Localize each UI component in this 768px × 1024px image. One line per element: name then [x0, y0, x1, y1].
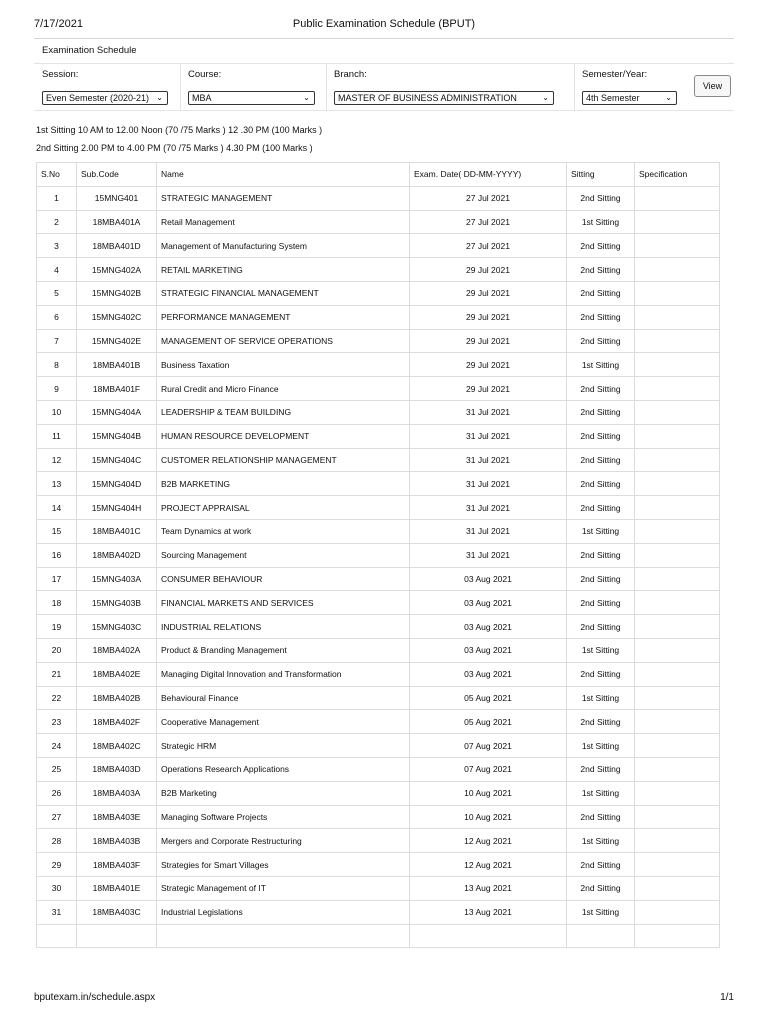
panel-column-divider [180, 63, 181, 110]
sitting-cell: 2nd Sitting [567, 400, 635, 424]
specification-cell [635, 448, 720, 472]
subject-code-cell: 15MNG404B [77, 424, 157, 448]
sitting-cell: 2nd Sitting [567, 424, 635, 448]
chevron-down-icon: ⌄ [542, 93, 549, 102]
table-header-row [37, 163, 720, 187]
sitting-cell: 1st Sitting [567, 210, 635, 234]
specification-cell [635, 353, 720, 377]
exam-date-cell: 27 Jul 2021 [410, 210, 567, 234]
specification-cell [635, 710, 720, 734]
specification-cell [635, 829, 720, 853]
specification-cell [635, 472, 720, 496]
sitting-cell: 1st Sitting [567, 519, 635, 543]
specification-cell [635, 234, 720, 258]
sitting-cell: 2nd Sitting [567, 329, 635, 353]
semester-label: Semester/Year: [582, 69, 648, 80]
sitting-cell: 1st Sitting [567, 638, 635, 662]
table-row [37, 519, 720, 543]
specification-cell [635, 734, 720, 758]
column-header: Sub.Code [77, 163, 157, 187]
subject-name-cell: Retail Management [157, 210, 410, 234]
exam-date-cell: 03 Aug 2021 [410, 638, 567, 662]
sitting-cell: 2nd Sitting [567, 615, 635, 639]
subject-name-cell: Strategic HRM [157, 734, 410, 758]
view-button[interactable]: View [694, 75, 731, 97]
table-row [37, 638, 720, 662]
table-row [37, 805, 720, 829]
subject-name-cell: Management of Manufacturing System [157, 234, 410, 258]
subject-code-cell: 15MNG404C [77, 448, 157, 472]
specification-cell [635, 591, 720, 615]
sitting-info-1: 1st Sitting 10 AM to 12.00 Noon (70 /75 Marks ) 12 .30 PM (100 Marks ) [36, 125, 323, 135]
specification-cell [635, 757, 720, 781]
subject-name-cell: Operations Research Applications [157, 757, 410, 781]
sitting-cell: 1st Sitting [567, 734, 635, 758]
specification-cell [635, 686, 720, 710]
serial-number-cell: 4 [37, 258, 77, 282]
exam-date-cell: 31 Jul 2021 [410, 448, 567, 472]
exam-date-cell: 29 Jul 2021 [410, 305, 567, 329]
sitting-cell: 2nd Sitting [567, 662, 635, 686]
exam-date-cell: 29 Jul 2021 [410, 258, 567, 282]
exam-date-cell: 12 Aug 2021 [410, 829, 567, 853]
sitting-cell: 1st Sitting [567, 686, 635, 710]
table-row [37, 210, 720, 234]
subject-code-cell: 18MBA401F [77, 377, 157, 401]
subject-name-cell: Sourcing Management [157, 543, 410, 567]
subject-name-cell: PROJECT APPRAISAL [157, 496, 410, 520]
specification-cell [635, 496, 720, 520]
specification-cell [635, 543, 720, 567]
sitting-cell: 2nd Sitting [567, 496, 635, 520]
subject-name-cell: Managing Software Projects [157, 805, 410, 829]
sitting-cell: 2nd Sitting [567, 234, 635, 258]
subject-name-cell: LEADERSHIP & TEAM BUILDING [157, 400, 410, 424]
subject-code-cell: 18MBA401D [77, 234, 157, 258]
serial-number-cell: 10 [37, 400, 77, 424]
table-row [37, 591, 720, 615]
table-row [37, 377, 720, 401]
subject-code-cell: 18MBA403A [77, 781, 157, 805]
serial-number-cell: 1 [37, 186, 77, 210]
subject-name-cell: Cooperative Management [157, 710, 410, 734]
course-value: MBA [192, 93, 212, 103]
serial-number-cell: 5 [37, 281, 77, 305]
column-header: Specification [635, 163, 720, 187]
table-row [37, 258, 720, 282]
subject-name-cell: HUMAN RESOURCE DEVELOPMENT [157, 424, 410, 448]
serial-number-cell: 31 [37, 900, 77, 924]
serial-number-cell: 16 [37, 543, 77, 567]
panel-divider [34, 63, 734, 64]
serial-number-cell: 8 [37, 353, 77, 377]
serial-number-cell: 23 [37, 710, 77, 734]
sitting-cell: 2nd Sitting [567, 305, 635, 329]
subject-name-cell: Rural Credit and Micro Finance [157, 377, 410, 401]
table-row [37, 305, 720, 329]
table-row [37, 781, 720, 805]
table-row [37, 829, 720, 853]
serial-number-cell: 22 [37, 686, 77, 710]
serial-number-cell: 9 [37, 377, 77, 401]
table-row [37, 472, 720, 496]
specification-cell [635, 400, 720, 424]
specification-cell [635, 876, 720, 900]
sitting-cell: 2nd Sitting [567, 258, 635, 282]
subject-code-cell: 15MNG402E [77, 329, 157, 353]
subject-code-cell: 15MNG402A [77, 258, 157, 282]
empty-cell [635, 924, 720, 948]
subject-code-cell: 18MBA402D [77, 543, 157, 567]
table-row [37, 853, 720, 877]
table-row [37, 234, 720, 258]
exam-date-cell: 03 Aug 2021 [410, 591, 567, 615]
exam-date-cell: 31 Jul 2021 [410, 543, 567, 567]
sitting-info-2: 2nd Sitting 2.00 PM to 4.00 PM (70 /75 Marks ) 4.30 PM (100 Marks ) [36, 143, 313, 153]
sitting-cell: 2nd Sitting [567, 805, 635, 829]
print-date: 7/17/2021 [34, 18, 83, 30]
subject-name-cell: Managing Digital Innovation and Transformation [157, 662, 410, 686]
semester-value: 4th Semester [586, 93, 640, 103]
schedule-table [36, 162, 720, 948]
subject-name-cell: STRATEGIC FINANCIAL MANAGEMENT [157, 281, 410, 305]
exam-schedule-panel [34, 38, 734, 111]
branch-label: Branch: [334, 69, 367, 80]
subject-code-cell: 18MBA402C [77, 734, 157, 758]
subject-name-cell: INDUSTRIAL RELATIONS [157, 615, 410, 639]
panel-title: Examination Schedule [42, 45, 137, 56]
session-value: Even Semester (2020-21) [46, 93, 150, 103]
exam-date-cell: 31 Jul 2021 [410, 496, 567, 520]
table-row [37, 281, 720, 305]
serial-number-cell: 30 [37, 876, 77, 900]
chevron-down-icon: ⌄ [303, 93, 310, 102]
footer-url: bputexam.in/schedule.aspx [34, 992, 156, 1003]
subject-code-cell: 18MBA402E [77, 662, 157, 686]
sitting-cell: 2nd Sitting [567, 543, 635, 567]
exam-date-cell: 27 Jul 2021 [410, 186, 567, 210]
subject-name-cell: Mergers and Corporate Restructuring [157, 829, 410, 853]
serial-number-cell: 2 [37, 210, 77, 234]
exam-date-cell: 03 Aug 2021 [410, 662, 567, 686]
serial-number-cell: 27 [37, 805, 77, 829]
serial-number-cell: 29 [37, 853, 77, 877]
exam-date-cell: 05 Aug 2021 [410, 686, 567, 710]
exam-date-cell: 31 Jul 2021 [410, 400, 567, 424]
exam-date-cell: 29 Jul 2021 [410, 377, 567, 401]
empty-cell [37, 924, 77, 948]
course-label: Course: [188, 69, 222, 80]
serial-number-cell: 19 [37, 615, 77, 639]
empty-cell [157, 924, 410, 948]
subject-code-cell: 18MBA401E [77, 876, 157, 900]
exam-date-cell: 29 Jul 2021 [410, 329, 567, 353]
exam-date-cell: 31 Jul 2021 [410, 424, 567, 448]
chevron-down-icon: ⌄ [156, 93, 163, 102]
subject-code-cell: 15MNG404A [77, 400, 157, 424]
column-header: Exam. Date( DD-MM-YYYY) [410, 163, 567, 187]
table-row [37, 543, 720, 567]
specification-cell [635, 662, 720, 686]
subject-code-cell: 18MBA403B [77, 829, 157, 853]
exam-date-cell: 12 Aug 2021 [410, 853, 567, 877]
subject-name-cell: FINANCIAL MARKETS AND SERVICES [157, 591, 410, 615]
subject-code-cell: 18MBA403C [77, 900, 157, 924]
table-row [37, 900, 720, 924]
schedule-table-body [37, 186, 720, 948]
subject-code-cell: 18MBA403F [77, 853, 157, 877]
panel-column-divider [574, 63, 575, 110]
subject-name-cell: STRATEGIC MANAGEMENT [157, 186, 410, 210]
exam-date-cell: 07 Aug 2021 [410, 757, 567, 781]
sitting-cell: 2nd Sitting [567, 710, 635, 734]
panel-column-divider [326, 63, 327, 110]
subject-name-cell: CUSTOMER RELATIONSHIP MANAGEMENT [157, 448, 410, 472]
table-row [37, 757, 720, 781]
subject-code-cell: 15MNG403A [77, 567, 157, 591]
subject-name-cell: CONSUMER BEHAVIOUR [157, 567, 410, 591]
subject-name-cell: RETAIL MARKETING [157, 258, 410, 282]
table-row [37, 329, 720, 353]
sitting-cell: 2nd Sitting [567, 591, 635, 615]
table-row [37, 876, 720, 900]
column-header: Sitting [567, 163, 635, 187]
exam-date-cell: 13 Aug 2021 [410, 900, 567, 924]
serial-number-cell: 21 [37, 662, 77, 686]
exam-date-cell: 29 Jul 2021 [410, 281, 567, 305]
serial-number-cell: 17 [37, 567, 77, 591]
serial-number-cell: 18 [37, 591, 77, 615]
serial-number-cell: 3 [37, 234, 77, 258]
empty-cell [567, 924, 635, 948]
subject-name-cell: Business Taxation [157, 353, 410, 377]
column-header: S.No [37, 163, 77, 187]
table-row [37, 662, 720, 686]
table-row [37, 400, 720, 424]
exam-date-cell: 03 Aug 2021 [410, 615, 567, 639]
serial-number-cell: 25 [37, 757, 77, 781]
specification-cell [635, 900, 720, 924]
empty-cell [77, 924, 157, 948]
specification-cell [635, 615, 720, 639]
specification-cell [635, 377, 720, 401]
subject-name-cell: Strategic Management of IT [157, 876, 410, 900]
print-header [34, 18, 734, 32]
exam-date-cell: 03 Aug 2021 [410, 567, 567, 591]
subject-name-cell: Strategies for Smart Villages [157, 853, 410, 877]
subject-code-cell: 15MNG403C [77, 615, 157, 639]
exam-date-cell: 27 Jul 2021 [410, 234, 567, 258]
subject-code-cell: 18MBA402B [77, 686, 157, 710]
specification-cell [635, 781, 720, 805]
serial-number-cell: 28 [37, 829, 77, 853]
serial-number-cell: 24 [37, 734, 77, 758]
specification-cell [635, 210, 720, 234]
table-row [37, 186, 720, 210]
subject-code-cell: 18MBA401C [77, 519, 157, 543]
exam-date-cell: 31 Jul 2021 [410, 472, 567, 496]
specification-cell [635, 258, 720, 282]
sitting-cell: 1st Sitting [567, 353, 635, 377]
subject-name-cell: Team Dynamics at work [157, 519, 410, 543]
chevron-down-icon: ⌄ [665, 93, 672, 102]
table-row [37, 496, 720, 520]
serial-number-cell: 15 [37, 519, 77, 543]
subject-name-cell: Product & Branding Management [157, 638, 410, 662]
subject-code-cell: 15MNG403B [77, 591, 157, 615]
subject-code-cell: 15MNG404H [77, 496, 157, 520]
exam-date-cell: 31 Jul 2021 [410, 519, 567, 543]
serial-number-cell: 7 [37, 329, 77, 353]
exam-date-cell: 10 Aug 2021 [410, 805, 567, 829]
subject-code-cell: 15MNG402C [77, 305, 157, 329]
subject-name-cell: Industrial Legislations [157, 900, 410, 924]
subject-code-cell: 15MNG401 [77, 186, 157, 210]
sitting-cell: 2nd Sitting [567, 377, 635, 401]
semester-select[interactable] [582, 91, 677, 105]
specification-cell [635, 424, 720, 448]
column-header: Name [157, 163, 410, 187]
empty-cell [410, 924, 567, 948]
specification-cell [635, 519, 720, 543]
sitting-cell: 2nd Sitting [567, 757, 635, 781]
table-row-empty [37, 924, 720, 948]
subject-name-cell: B2B Marketing [157, 781, 410, 805]
serial-number-cell: 26 [37, 781, 77, 805]
table-row [37, 710, 720, 734]
branch-select[interactable] [334, 91, 554, 105]
subject-code-cell: 18MBA402A [77, 638, 157, 662]
subject-code-cell: 18MBA402F [77, 710, 157, 734]
footer-page-number: 1/1 [720, 992, 734, 1003]
branch-value: MASTER OF BUSINESS ADMINISTRATION [338, 93, 517, 103]
specification-cell [635, 305, 720, 329]
sitting-cell: 2nd Sitting [567, 853, 635, 877]
subject-code-cell: 15MNG402B [77, 281, 157, 305]
session-select[interactable] [42, 91, 168, 105]
table-row [37, 353, 720, 377]
serial-number-cell: 13 [37, 472, 77, 496]
subject-code-cell: 18MBA401B [77, 353, 157, 377]
sitting-cell: 1st Sitting [567, 829, 635, 853]
specification-cell [635, 186, 720, 210]
sitting-cell: 2nd Sitting [567, 186, 635, 210]
subject-name-cell: PERFORMANCE MANAGEMENT [157, 305, 410, 329]
table-row [37, 734, 720, 758]
sitting-cell: 2nd Sitting [567, 448, 635, 472]
serial-number-cell: 14 [37, 496, 77, 520]
sitting-cell: 1st Sitting [567, 900, 635, 924]
subject-code-cell: 18MBA403D [77, 757, 157, 781]
print-title: Public Examination Schedule (BPUT) [292, 18, 476, 30]
table-row [37, 567, 720, 591]
serial-number-cell: 11 [37, 424, 77, 448]
sitting-cell: 2nd Sitting [567, 281, 635, 305]
exam-date-cell: 10 Aug 2021 [410, 781, 567, 805]
exam-date-cell: 13 Aug 2021 [410, 876, 567, 900]
specification-cell [635, 638, 720, 662]
subject-code-cell: 15MNG404D [77, 472, 157, 496]
specification-cell [635, 805, 720, 829]
subject-name-cell: Behavioural Finance [157, 686, 410, 710]
table-row [37, 448, 720, 472]
subject-code-cell: 18MBA401A [77, 210, 157, 234]
sitting-cell: 2nd Sitting [567, 567, 635, 591]
serial-number-cell: 12 [37, 448, 77, 472]
exam-date-cell: 07 Aug 2021 [410, 734, 567, 758]
session-label: Session: [42, 69, 79, 80]
specification-cell [635, 281, 720, 305]
subject-name-cell: B2B MARKETING [157, 472, 410, 496]
specification-cell [635, 329, 720, 353]
sitting-cell: 1st Sitting [567, 781, 635, 805]
table-row [37, 424, 720, 448]
subject-name-cell: MANAGEMENT OF SERVICE OPERATIONS [157, 329, 410, 353]
table-row [37, 615, 720, 639]
sitting-cell: 2nd Sitting [567, 876, 635, 900]
serial-number-cell: 6 [37, 305, 77, 329]
exam-date-cell: 05 Aug 2021 [410, 710, 567, 734]
course-select[interactable] [188, 91, 315, 105]
exam-date-cell: 29 Jul 2021 [410, 353, 567, 377]
specification-cell [635, 567, 720, 591]
subject-code-cell: 18MBA403E [77, 805, 157, 829]
serial-number-cell: 20 [37, 638, 77, 662]
sitting-cell: 2nd Sitting [567, 472, 635, 496]
table-row [37, 686, 720, 710]
specification-cell [635, 853, 720, 877]
